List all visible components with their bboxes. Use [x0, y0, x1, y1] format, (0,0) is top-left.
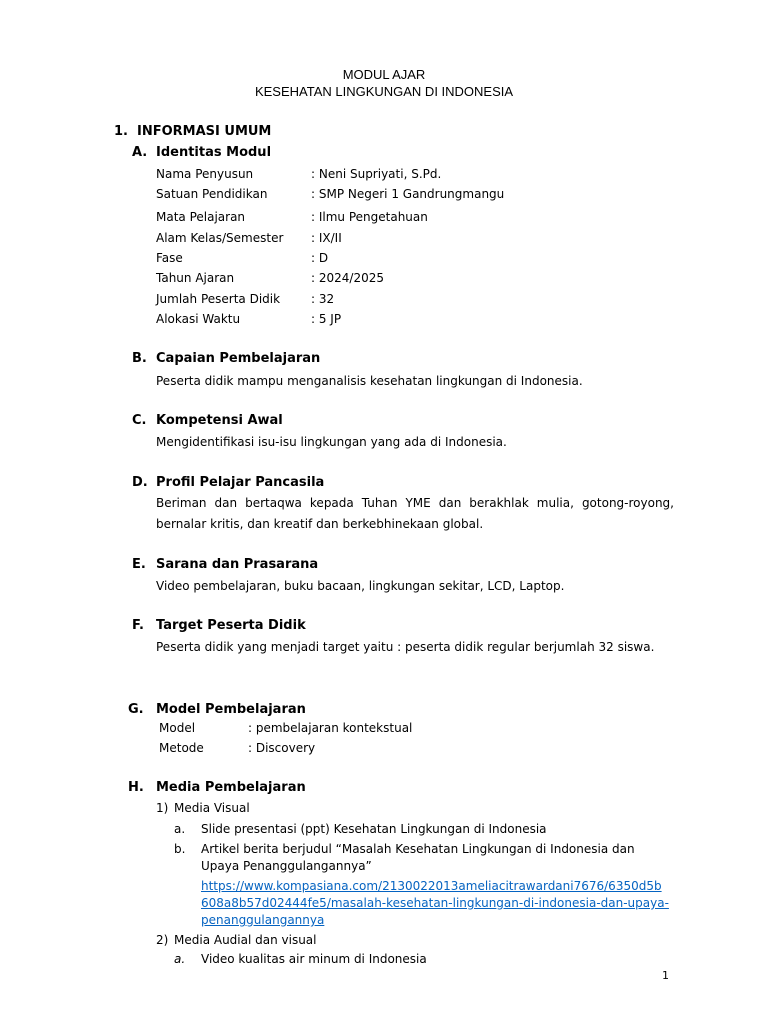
section-number: 1.	[114, 124, 128, 139]
media-item-label: Media Audial dan visual	[174, 933, 317, 947]
identity-value: : D	[311, 251, 329, 265]
document-title-line2: KESEHATAN LINGKUNGAN DI INDONESIA	[254, 84, 514, 99]
article-link[interactable]: penanggulangannya	[201, 913, 325, 927]
identity-value: : 2024/2025	[311, 271, 384, 285]
model-value: : pembelajaran kontekstual	[248, 721, 413, 735]
subsection-title-sarana: Sarana dan Prasarana	[156, 557, 319, 572]
identity-value: : SMP Negeri 1 Gandrungmangu	[311, 187, 505, 201]
model-value: : Discovery	[248, 741, 316, 755]
identity-label: Alokasi Waktu	[156, 312, 241, 326]
article-link[interactable]: 608a8b57d02444fe5/masalah-kesehatan-lingkungan-di-indonesia-dan-upaya-	[201, 896, 669, 910]
identity-label: Alam Kelas/Semester	[156, 231, 284, 245]
subsection-letter-a: A.	[132, 145, 148, 160]
subsection-letter-g: G.	[128, 702, 144, 717]
identity-value: : 32	[311, 292, 335, 306]
subsection-title-kompetensi: Kompetensi Awal	[156, 413, 283, 428]
media-subitem-text: Video kualitas air minum di Indonesia	[201, 952, 427, 966]
media-subitem-text: Upaya Penanggulangannya”	[201, 859, 372, 873]
identity-label: Jumlah Peserta Didik	[156, 292, 281, 306]
target-text: Peserta didik yang menjadi target yaitu : peserta didik regular berjumlah 32 siswa.	[156, 640, 655, 654]
article-link[interactable]: https://www.kompasiana.com/2130022013ameliacitrawardani7676/6350d5b	[201, 879, 662, 893]
media-subitem-letter: b.	[174, 842, 186, 856]
media-subitem-text: Artikel berita berjudul “Masalah Kesehatan Lingkungan di Indonesia dan	[201, 842, 635, 856]
identity-value: : Ilmu Pengetahuan	[311, 210, 428, 224]
subsection-title-target: Target Peserta Didik	[156, 618, 306, 633]
identity-label: Mata Pelajaran	[156, 210, 246, 224]
section-title: INFORMASI UMUM	[137, 124, 272, 139]
identity-label: Fase	[156, 251, 183, 265]
model-label: Model	[159, 721, 196, 735]
subsection-title-media: Media Pembelajaran	[156, 780, 306, 795]
identity-label: Satuan Pendidikan	[156, 187, 268, 201]
subsection-letter-e: E.	[132, 557, 146, 572]
kompetensi-text: Mengidentifikasi isu-isu lingkungan yang ada di Indonesia.	[156, 435, 507, 449]
document-title-line1: MODUL AJAR	[342, 67, 426, 82]
model-label: Metode	[159, 741, 204, 755]
identity-label: Tahun Ajaran	[156, 271, 235, 285]
page-number: 1	[662, 969, 669, 982]
media-item-number: 2)	[156, 933, 169, 947]
profil-text: Beriman dan bertaqwa kepada Tuhan YME dan berakhlak mulia, gotong-royong, bernalar kritis, dan kreatif dan berkebhinekaan global.	[156, 496, 674, 531]
media-item-number: 1)	[156, 801, 169, 815]
identity-value: : IX/II	[311, 231, 342, 245]
media-subitem-letter: a.	[174, 952, 186, 966]
subsection-title-capaian: Capaian Pembelajaran	[156, 351, 321, 366]
sarana-text: Video pembelajaran, buku bacaan, lingkungan sekitar, LCD, Laptop.	[156, 579, 565, 593]
capaian-text: Peserta didik mampu menganalisis kesehatan lingkungan di Indonesia.	[156, 374, 583, 388]
subsection-letter-d: D.	[132, 475, 148, 490]
subsection-letter-c: C.	[132, 413, 147, 428]
subsection-title-model: Model Pembelajaran	[156, 702, 306, 717]
identity-label: Nama Penyusun	[156, 167, 254, 181]
media-subitem-letter: a.	[174, 822, 186, 836]
subsection-title-profil: Profil Pelajar Pancasila	[156, 475, 325, 490]
identity-value: : Neni Supriyati, S.Pd.	[311, 167, 442, 181]
subsection-letter-h: H.	[128, 780, 144, 795]
subsection-title-identitas: Identitas Modul	[156, 145, 272, 160]
media-subitem-text: Slide presentasi (ppt) Kesehatan Lingkungan di Indonesia	[201, 822, 547, 836]
subsection-letter-b: B.	[132, 351, 147, 366]
media-item-label: Media Visual	[174, 801, 250, 815]
identity-value: : 5 JP	[311, 312, 342, 326]
subsection-letter-f: F.	[132, 618, 144, 633]
